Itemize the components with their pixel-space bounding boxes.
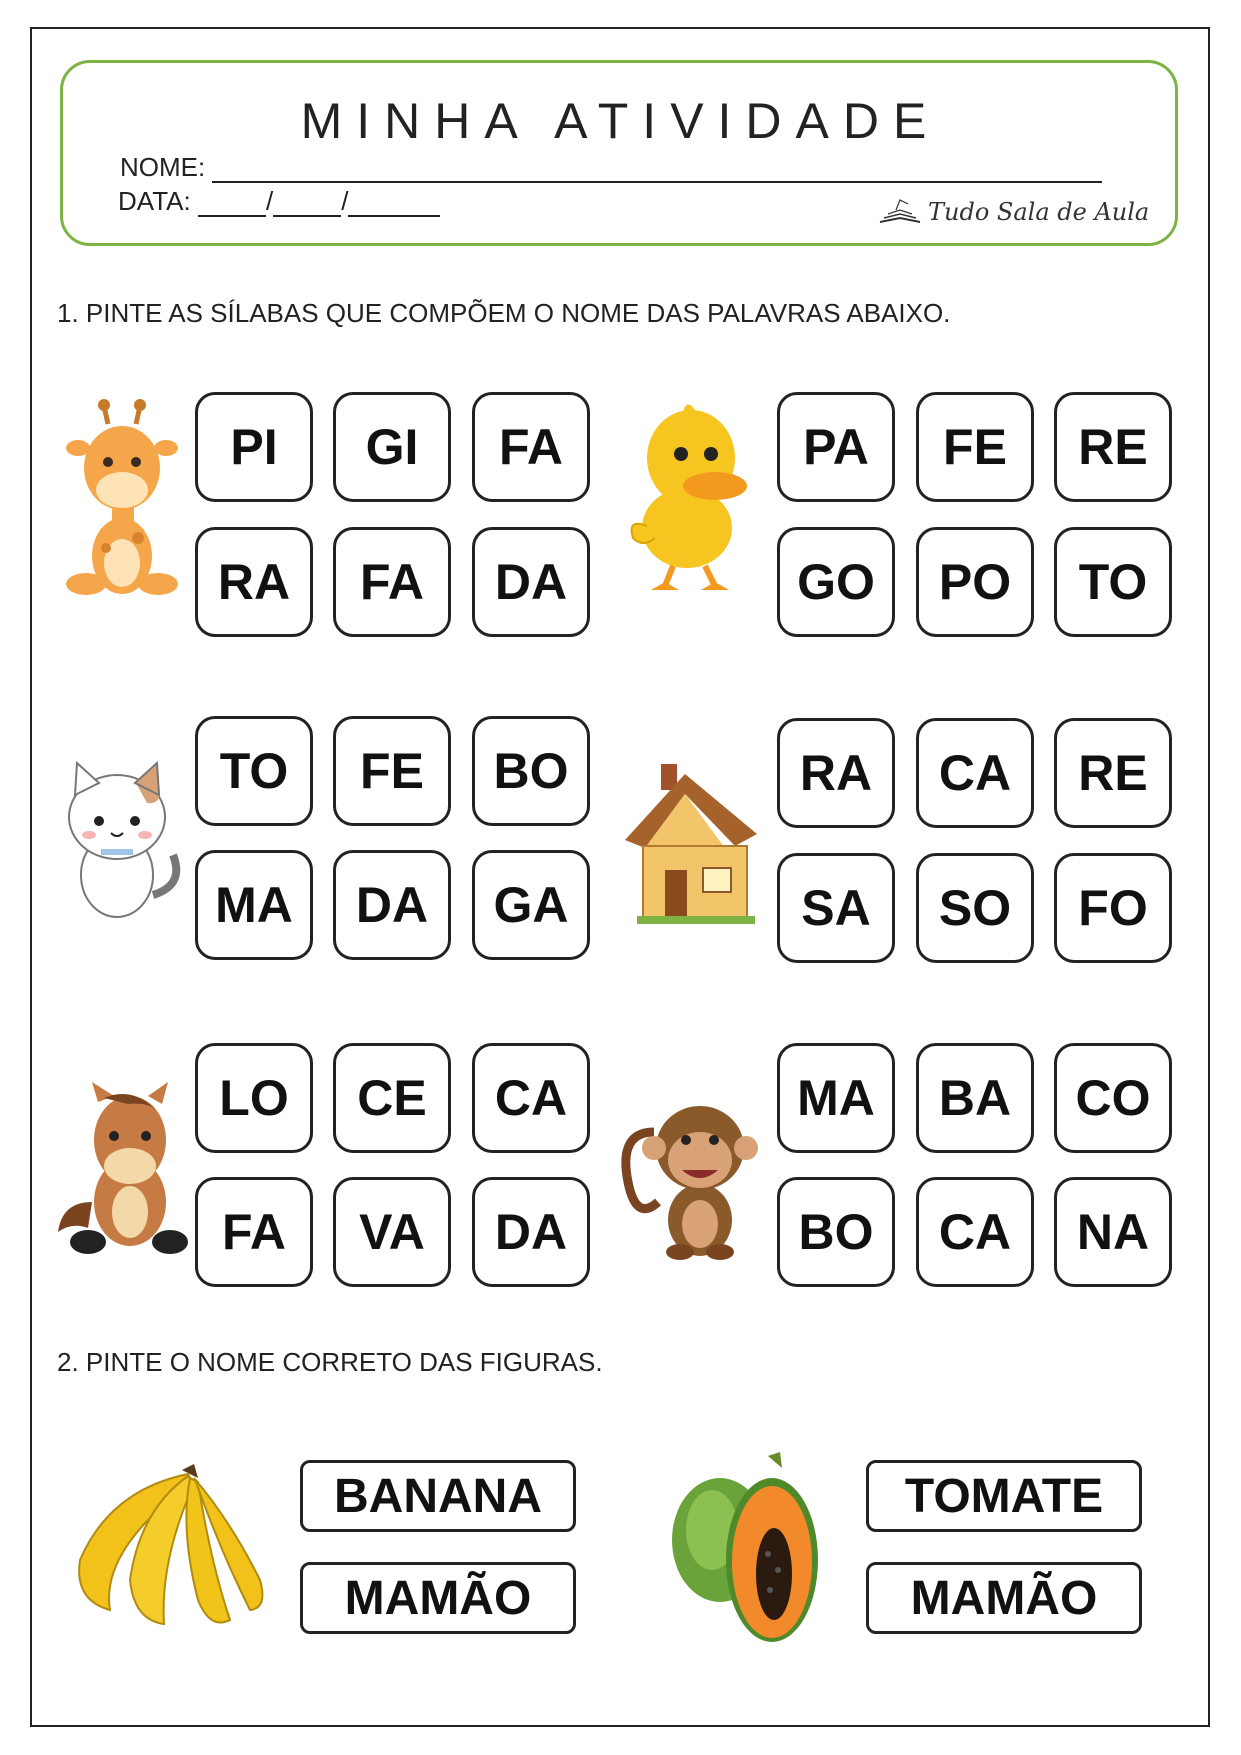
- syllable-box[interactable]: FA: [333, 527, 451, 637]
- date-label: DATA:: [118, 186, 191, 216]
- instruction-1: 1. PINTE AS SÍLABAS QUE COMPÕEM O NOME DAS PALAVRAS ABAIXO.: [57, 298, 951, 328]
- syllable-box[interactable]: BO: [777, 1177, 895, 1287]
- house-image: [615, 760, 765, 930]
- syllable-box[interactable]: RA: [195, 527, 313, 637]
- syllable-box[interactable]: SO: [916, 853, 1034, 963]
- syllable-box[interactable]: FA: [195, 1177, 313, 1287]
- papaya-image: [668, 1450, 828, 1650]
- syllable-box[interactable]: CA: [916, 1177, 1034, 1287]
- cat-image: [55, 755, 190, 925]
- syllable-box[interactable]: SA: [777, 853, 895, 963]
- monkey-image: [618, 1092, 758, 1262]
- syllable-box[interactable]: PI: [195, 392, 313, 502]
- syllable-box[interactable]: TO: [1054, 527, 1172, 637]
- syllable-box[interactable]: RA: [777, 718, 895, 828]
- instruction-2: 2. PINTE O NOME CORRETO DAS FIGURAS.: [57, 1347, 603, 1377]
- giraffe-image: [60, 398, 185, 598]
- syllable-box[interactable]: GI: [333, 392, 451, 502]
- syllable-box[interactable]: CE: [333, 1043, 451, 1153]
- name-label: NOME:: [120, 152, 206, 182]
- bananas-image: [70, 1460, 270, 1635]
- name-line: [212, 157, 1102, 183]
- logo: [878, 196, 1149, 226]
- syllable-box[interactable]: LO: [195, 1043, 313, 1153]
- duck-image: [625, 398, 755, 598]
- syllable-box[interactable]: VA: [333, 1177, 451, 1287]
- syllable-box[interactable]: GO: [777, 527, 895, 637]
- syllable-box[interactable]: FE: [333, 716, 451, 826]
- answer-option[interactable]: BANANA: [300, 1460, 576, 1532]
- syllable-box[interactable]: DA: [472, 1177, 590, 1287]
- answer-option[interactable]: MAMÃO: [300, 1562, 576, 1634]
- syllable-box[interactable]: TO: [195, 716, 313, 826]
- syllable-box[interactable]: CA: [472, 1043, 590, 1153]
- syllable-box[interactable]: PO: [916, 527, 1034, 637]
- syllable-box[interactable]: PA: [777, 392, 895, 502]
- syllable-box[interactable]: MA: [777, 1043, 895, 1153]
- syllable-box[interactable]: CA: [916, 718, 1034, 828]
- logo-text: Tudo Sala de Aula: [928, 198, 1150, 226]
- syllable-box[interactable]: FO: [1054, 853, 1172, 963]
- book-icon: [878, 196, 922, 226]
- syllable-box[interactable]: MA: [195, 850, 313, 960]
- syllable-box[interactable]: FE: [916, 392, 1034, 502]
- syllable-box[interactable]: DA: [472, 527, 590, 637]
- date-field: DATA: / /: [118, 186, 440, 217]
- syllable-box[interactable]: DA: [333, 850, 451, 960]
- syllable-box[interactable]: BA: [916, 1043, 1034, 1153]
- answer-option[interactable]: MAMÃO: [866, 1562, 1142, 1634]
- page-title: MINHA ATIVIDADE: [300, 93, 941, 149]
- syllable-box[interactable]: BO: [472, 716, 590, 826]
- syllable-box[interactable]: RE: [1054, 392, 1172, 502]
- answer-option[interactable]: TOMATE: [866, 1460, 1142, 1532]
- syllable-box[interactable]: NA: [1054, 1177, 1172, 1287]
- horse-image: [52, 1082, 192, 1257]
- name-field: [120, 152, 1102, 183]
- syllable-box[interactable]: GA: [472, 850, 590, 960]
- syllable-box[interactable]: RE: [1054, 718, 1172, 828]
- syllable-box[interactable]: CO: [1054, 1043, 1172, 1153]
- syllable-box[interactable]: FA: [472, 392, 590, 502]
